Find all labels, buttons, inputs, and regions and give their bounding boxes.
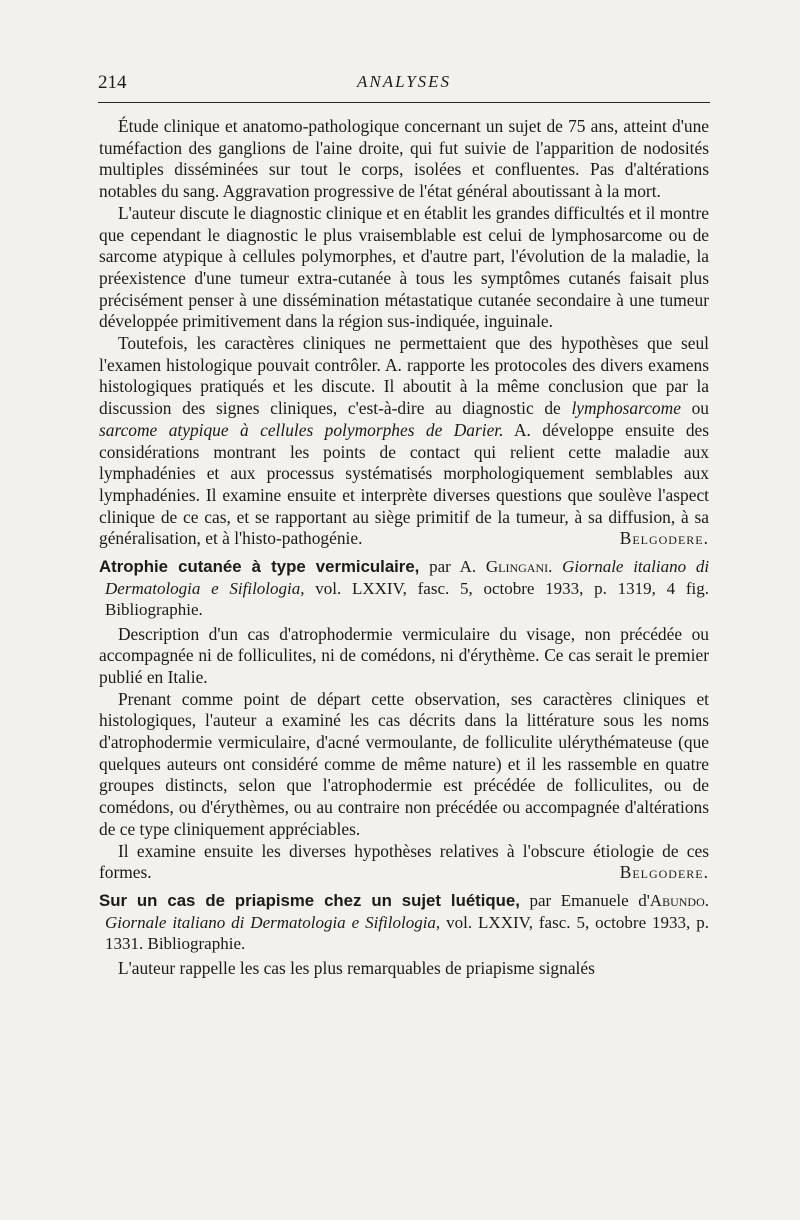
review2-paragraph-2: Prenant comme point de départ cette observation, ses caractères cliniques et histologiques, l'auteur a examiné les cas décrits dans la littérature sous les noms d'atrophodermie vermiculaire, d'acné vermoulante, de folliculite ulérythémateuse (que quelques auteurs ont considéré comme de même nature) et il les rassemble en quatre groupes distincts, selon que l'atrophodermie est précédée de folliculites, ou de comédons, ou d'érythèmes, ou au contraire non précédée ou accompagnée d'altérations de ce type cliniquement appréciables. [99,688,709,839]
review2-signature: Belgodere. [619,862,709,883]
review2-citation: vol. LXXIV, fasc. 5, octobre 1933, p. 1319, 4 fig. Bibliographie. [105,578,710,620]
review1-p3-italic-2: sarcome atypique à cellules polymorphes de Darier. [99,419,504,440]
review1-p3-text-c: A. développe ensuite des considérations montrant les points de contact qui relient cette maladie aux lymphadénies et aux processus systématisés morphologiquement semblables aux lymphadénies. Il examine ensuite et interprète diverses questions que soulève l'aspect clinique de ce cas, et se rapportant au siège primitif de la tumeur, à sa diffusion, à sa généralisation, et à l'histo-pathogénie. [99,419,710,549]
page-body [99,116,709,979]
review3-heading [99,890,709,955]
review3-citation: vol. LXXIV, fasc. 5, octobre 1933, p. 1331. Bibliographie. [105,912,709,953]
page-header [98,70,710,103]
review3-title: Sur un cas de priapisme chez un sujet luétique, [99,891,520,910]
review2-p3-text: Il examine ensuite les diverses hypothèses relatives à l'obscure étiologie de ces formes. [99,840,709,883]
review1-p3-italic-1: lymphosarcome [571,398,681,419]
review1-signature: Belgodere. [619,528,709,549]
review2-author: Glingani. [485,557,553,577]
review3-par: par Emanuele d' [529,891,650,910]
review2-title: Atrophie cutanée à type vermiculaire, [99,557,420,577]
review2-par: par A. [429,557,477,577]
review3-paragraph-1: L'auteur rappelle les cas les plus remarquables de priapisme signalés [118,957,595,978]
review1-paragraph-1: Étude clinique et anatomo-pathologique concernant un sujet de 75 ans, atteint d'une tuméfaction des ganglions de l'aine droite, qui fut suivie de l'apparition de nodosités multiples disséminées sur tout le corps, isolées et confluentes. Pas d'altérations notables du sang. Aggravation progressive de l'état général aboutissant à la mort. [99,116,709,202]
review1-p3-text-a: Toutefois, les caractères cliniques ne permettaient que des hypothèses que seul l'examen histologique pouvait contrôler. A. rapporte les protocoles des divers examens histologiques pratiqués et les discute. Il aboutit à la même conclusion que par la discussion des signes cliniques, c'est-à-dire au diagnostic de [99,333,709,419]
page-number: 214 [98,72,127,93]
review1-paragraph-2: L'auteur discute le diagnostic clinique et en établit les grandes difficultés et il montre que cependant le diagnostic le plus vraisemblable est celui de lymphosarcome ou de sarcome atypique à cellules polymorphes, et d'autre part, l'évolution de la maladie, la préexistence d'une tumeur extra-cutanée à tous les symptômes cutanés faisait plus précisément penser à une dissémination métastatique cutanée secondaire à une tumeur développée primitivement dans la région sus-indiquée, inguinale. [99,202,709,332]
review1-paragraph-3 [99,333,709,550]
review2-heading [99,556,709,621]
review1-p3-text-b: ou [691,398,709,419]
review3-journal: Giornale italiano di Dermatologia e Sifilologia, [105,912,441,932]
review2-paragraph-3 [99,841,709,884]
review2-paragraph-1: Description d'un cas d'atrophodermie vermiculaire du visage, non précédée ou accompagnée ni de folliculites, ni de comédons, ni d'érythème. Ce cas serait le premier publié en Italie. [99,623,709,687]
running-head: ANALYSES [356,72,452,91]
review3-author: Abundo. [649,891,709,910]
review2-journal: Giornale italiano di Dermatologia e Sifilologia, [105,557,710,598]
